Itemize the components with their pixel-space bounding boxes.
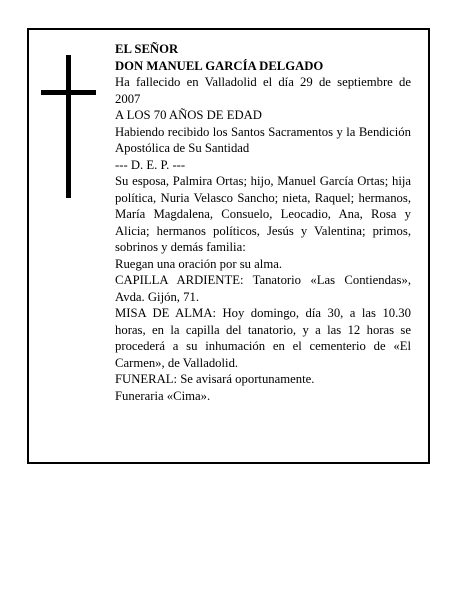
cross-icon	[41, 55, 96, 198]
prayer-request: Ruegan una oración por su alma.	[115, 256, 283, 271]
family-list: Su esposa, Palmira Ortas; hijo, Manuel García Ortas; hija política, Nuria Velasco Sancho; nieta, Raquel; hermanos, María Magdalena, Consuelo, Leocadio, Ana, Rosa y Alicia; hermanos políticos, Jesús y Valentina; primos, sobrinos y demás familia:	[115, 174, 411, 254]
funeral-info: FUNERAL: Se avisará oportunamente.	[115, 372, 315, 386]
obituary-notice	[27, 28, 430, 464]
sacraments-line: Habiendo recibido los Santos Sacramentos y la Bendición Apostólica de Su Santidad	[115, 124, 411, 155]
notice-text	[115, 41, 411, 404]
cross-horizontal-bar	[41, 90, 96, 95]
death-info: Ha fallecido en Valladolid el día 29 de septiembre de 2007	[115, 75, 411, 106]
deceased-name: DON MANUEL GARCÍA DELGADO	[115, 58, 324, 73]
funeral-home: Funeraria «Cima».	[115, 388, 211, 403]
notice-heading-title: EL SEÑOR	[115, 42, 179, 56]
rip-line: --- D. E. P. ---	[115, 157, 186, 172]
age-line: A LOS 70 AÑOS DE EDAD	[115, 108, 262, 122]
mass-info: MISA DE ALMA: Hoy domingo, día 30, a las 10.30 horas, en la capilla del tanatorio, y a las 12 horas se procederá a su inhumación en el cementerio de «El Carmen», de Valladolid.	[115, 306, 411, 370]
cross-vertical-bar	[66, 55, 71, 198]
chapel-info: CAPILLA ARDIENTE: Tanatorio «Las Contiendas», Avda. Gijón, 71.	[115, 273, 411, 304]
